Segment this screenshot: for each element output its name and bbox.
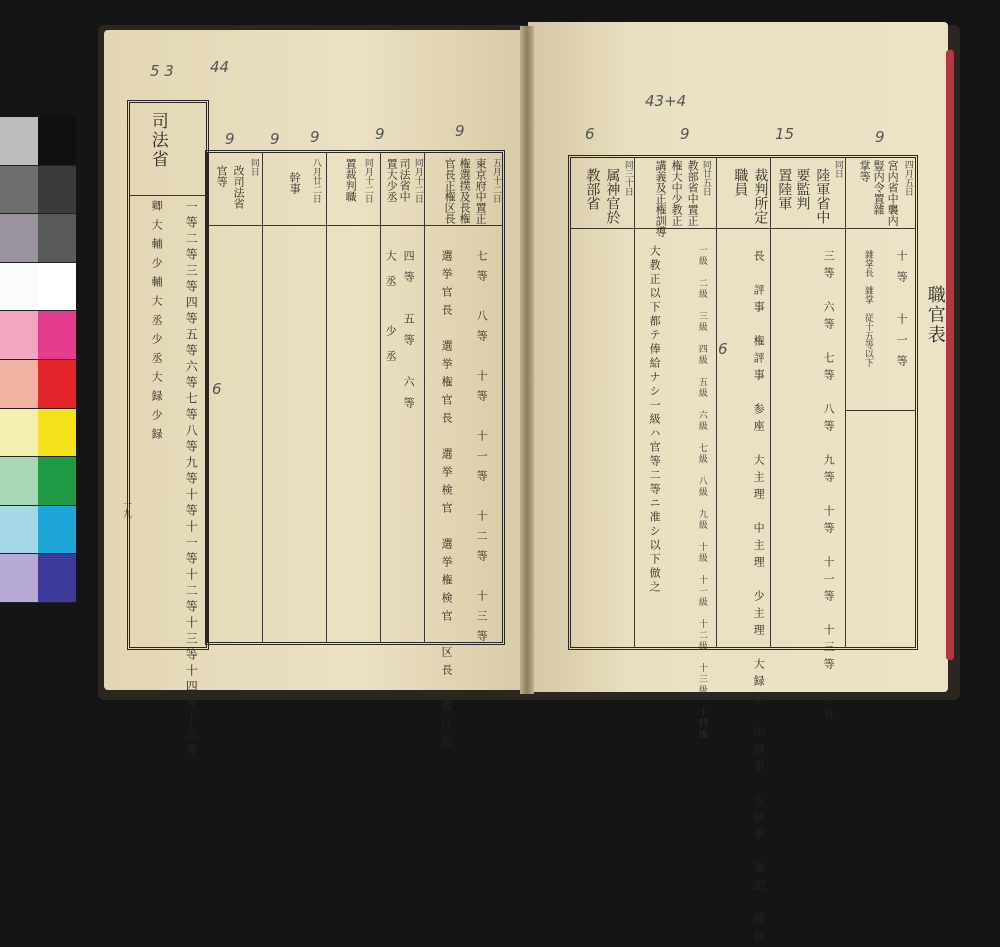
- column-title: 裁判所定: [752, 168, 769, 224]
- pencil-mark: 44: [210, 58, 230, 76]
- color-swatch: [38, 214, 76, 262]
- column-title: 司法省中: [398, 158, 412, 202]
- cell-divider: [846, 410, 916, 411]
- column-subtitle: 官等: [215, 165, 229, 187]
- column-subtitle: 職員: [732, 168, 749, 196]
- pencil-mark: 9: [310, 128, 320, 146]
- column-date: 同日: [248, 158, 259, 176]
- color-swatch: [0, 554, 38, 602]
- pencil-mark: 6: [212, 380, 222, 398]
- column-grades: 一級 二級 三級 四級 五級 六級 七級 八級 九級 十級 十一級 十二級 十三級 十四級: [696, 245, 707, 740]
- column-divider: [716, 157, 717, 648]
- column-subtitle: 要監判: [794, 168, 811, 210]
- column-subtitle: 豎内令置雜: [872, 160, 886, 215]
- column-subtitle: 掌等: [858, 160, 872, 182]
- column-grades: 四等 五等 六等: [402, 250, 416, 418]
- column-divider: [326, 152, 327, 643]
- pencil-mark: 5 3: [150, 62, 174, 80]
- pencil-mark: 9: [225, 130, 235, 148]
- color-swatch: [38, 506, 76, 554]
- color-swatch: [38, 360, 76, 408]
- column-subtitle: 置陸軍: [776, 168, 793, 210]
- column-divider: [262, 152, 263, 643]
- pencil-mark: 6: [718, 340, 728, 358]
- pencil-mark: 43+4: [645, 92, 687, 110]
- color-swatch: [0, 311, 38, 359]
- divider: [130, 195, 206, 196]
- color-swatch: [0, 214, 38, 262]
- table-right: [568, 155, 918, 947]
- color-swatch: [38, 263, 76, 311]
- column-title: 教部省中置正: [686, 160, 700, 226]
- pencil-mark: 9: [680, 125, 690, 143]
- column-title: 東京府中置正: [474, 158, 488, 224]
- column-body: 大教正以下都テ俸給ナシ一級ハ官等二等ニ准シ以下倣之: [648, 245, 662, 595]
- column-divider: [770, 157, 771, 648]
- color-swatch: [0, 166, 38, 214]
- column-date: 四月五日: [902, 160, 913, 196]
- column-divider: [634, 157, 635, 648]
- column-grades: 十等 十一等: [895, 250, 909, 376]
- column-date: 五月十二日: [490, 158, 501, 203]
- column-title: 置裁判職: [344, 158, 358, 202]
- ministry-header: 司法省: [147, 112, 168, 169]
- column-title: 陸軍省中: [814, 168, 831, 224]
- column-divider: [424, 152, 425, 643]
- color-swatch: [38, 457, 76, 505]
- column-title: 宮内省中襲内: [886, 160, 900, 226]
- header-divider: [570, 228, 916, 229]
- folio-number: 十九: [120, 500, 131, 518]
- color-swatch: [38, 409, 76, 457]
- header-divider: [207, 225, 503, 226]
- pencil-mark: 9: [455, 122, 465, 140]
- column-divider: [380, 152, 381, 643]
- color-swatch: [38, 166, 76, 214]
- column-body: 長 評事 権評事 参座 大主理 中主理 少主理 大録事 中録事 少録事 書記 捕部: [752, 250, 766, 947]
- color-swatch: [0, 117, 38, 165]
- rank-list: 卿大輔少輔大丞少丞大録少録: [150, 200, 164, 447]
- pencil-mark: 9: [375, 125, 385, 143]
- rank-grades: 一等二等三等四等五等六等七等八等九等十等十一等十二等十三等十四等十五等: [184, 200, 199, 760]
- column-title: 属神官於: [604, 168, 621, 224]
- column-subtitle: 権選撲及長権: [458, 158, 472, 224]
- column-date: 同月十二日: [362, 158, 373, 203]
- column-subtitle: 講義及正権訓導: [654, 160, 668, 237]
- color-swatch: [38, 311, 76, 359]
- column-date: 同月十二日: [412, 158, 423, 203]
- column-date: 同三十日: [622, 160, 633, 196]
- pencil-mark: 9: [875, 128, 885, 146]
- column-grades: 三等 六等 七等 八等 九等 十等 十一等 十三等 等外: [822, 250, 836, 726]
- column-body: 雜掌長 雜掌 従十五等以下: [862, 250, 873, 367]
- color-swatch: [0, 360, 38, 408]
- book-gutter: [520, 26, 534, 694]
- section-header: 職官表: [924, 285, 946, 345]
- column-divider: [845, 157, 846, 648]
- column-date: 同日: [832, 160, 843, 178]
- color-swatch: [0, 263, 38, 311]
- column-date: 八月廿二日: [310, 158, 321, 203]
- column-grades: 七等 八等 十等 十一等 十二等 十三等: [475, 250, 489, 650]
- column-title: 改司法省: [232, 165, 246, 209]
- column-title: 幹事: [288, 172, 302, 194]
- column-subtitle: 官長正権区長: [443, 158, 457, 224]
- color-swatch: [0, 409, 38, 457]
- pencil-mark: 15: [775, 125, 795, 143]
- page-edge-red: [946, 50, 954, 660]
- color-swatch: [0, 457, 38, 505]
- color-checker-strip: [0, 117, 76, 603]
- column-subtitle: 置大少丞: [385, 158, 399, 202]
- pencil-mark: 9: [270, 130, 280, 148]
- pencil-mark: 6: [585, 125, 595, 143]
- color-swatch: [38, 117, 76, 165]
- color-swatch: [38, 554, 76, 602]
- color-swatch: [0, 506, 38, 554]
- column-body: 大丞 少丞: [384, 250, 398, 375]
- column-subtitle: 権大中少教正: [670, 160, 684, 226]
- column-body: 選挙官長 選挙権官長 選挙検官 選挙権検官 区長 権区長: [440, 250, 454, 754]
- column-date: 同廿五日: [700, 160, 711, 196]
- column-subtitle: 教部省: [584, 168, 601, 210]
